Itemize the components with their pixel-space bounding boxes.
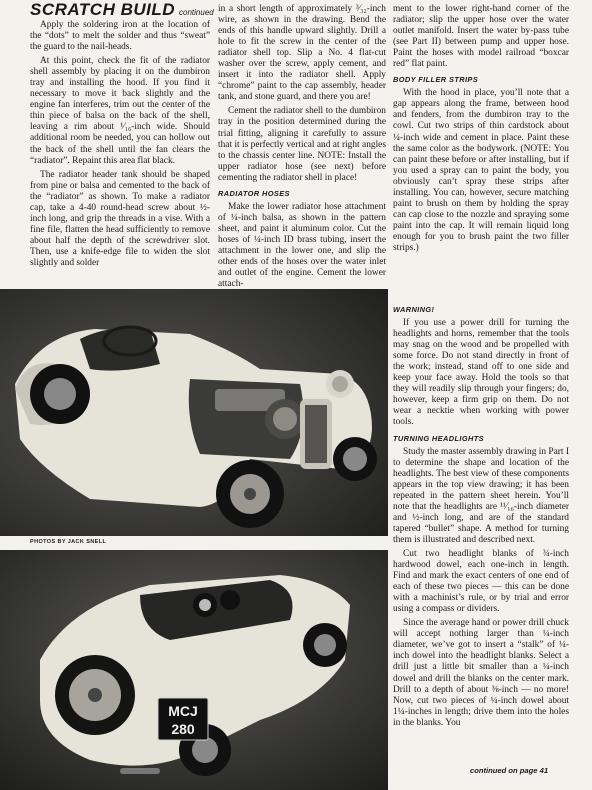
section-heading-turning-headlights: TURNING HEADLIGHTS (393, 433, 484, 443)
photo-credit: PHOTOS BY JACK SNELL (30, 539, 107, 545)
article-header (30, 0, 214, 20)
section-heading-radiator-hoses: RADIATOR HOSES (218, 188, 290, 198)
car-rear-illustration (0, 550, 388, 790)
paragraph: Make the lower radiator hose attachment of ¼-inch balsa, as shown in the pattern sheet, and paint it aluminum color. Cut the hoses of ¼-inch ID brass tubing, insert the attachment in the lower one, and slip the other ends of the hoses over the water inlet and outlet of the engine. Cement the lower attach- (218, 201, 386, 290)
section-heading-body-filler-strips: BODY FILLER STRIPS (393, 75, 479, 85)
text-column-3-lower (393, 300, 569, 732)
license-plate (158, 698, 208, 740)
section-heading-warning: WARNING! (393, 305, 435, 314)
plate-line-2: 280 (171, 721, 195, 737)
paragraph: If you use a power drill for turning the headlights and horns, remember that the tools may snag on the wood and be propelled with some force. Do not stand directly in front of the work; instead, stand off to one side and keep your face away. Hold the tools so that they will readily slip through your fingers; do, however, keep a firm grip on them. Do not wear a necktie when working with power tools. (393, 318, 569, 428)
photo-car-rear (0, 550, 388, 790)
paragraph: Cut two headlight blanks of ¾-inch hardwood dowel, each one-inch in length. Find and mark the exact centers of one end of each of these two pieces — this can be done with a machinist’s rule, or by trial and error using a compass or dividers. (393, 548, 569, 615)
paragraph: Study the master assembly drawing in Part I to determine the shape and location of the headlights. The best view of these components appears in the top view drawing; it has been repeated in the pattern sheet herein. You’ll note that the headlights are ¹¹⁄₁₆-inch diameter and ½-inch long, and are of the standard tapered “bullet” shape. A method for turning them is illustrated and described next. (393, 446, 569, 545)
article-title: SCRATCH BUILD (30, 0, 176, 19)
paragraph: Since the average hand or power drill chuck will accept nothing larger than ¼-inch diameter, we’ve got to insert a “stalk” of ¼-inch dowel into the headlight blanks. Select a drill just a little bit smaller than a ¼-inch dowel and drill the blanks on the center mark. Drill to a depth of about ⅜-inch — no more! Now, cut two pieces of ¼-inch dowel about 1¼-inches in length; drive them into the holes in the blanks. You (393, 618, 569, 728)
text-column-3 (393, 4, 569, 257)
car-engine-illustration (0, 289, 388, 536)
text-column-2 (218, 4, 386, 293)
text-column-1 (30, 20, 210, 272)
paragraph: With the hood in place, you’ll note that a gap appears along the frame, between hood and fenders, from the dumbiron tray to the cowl. Cut two strips of thin cardstock about ¼-inch wide and cement in place. Paint these the same color as the bodywork. (NOTE: You can paint these before or after installing, but if you used a spray can to paint the body, you obviously can’t spray these strips after installing. You can, however, secure matching paint to brush on them by holding the spray can cap close to the nozzle and spraying some paint into the cap. It will remain liquid long enough for you to brush paint the two filler strips.) (393, 88, 569, 253)
paragraph: ment to the lower right-hand corner of the radiator; slip the upper hose over the water outlet manifold. Insert the water by-pass tube (see Part II) between pump and upper hose. Paint the hoses with model railroad “boxcar red” flat paint. (393, 4, 569, 70)
paragraph: in a short length of approximately ³⁄₃₂-inch wire, as shown in the drawing. Bend the ends of this handle upward slightly. Drill a hole to fit the screw in the center of the radiator shell top. Slip a No. 4 flat-cut washer over the screw, apply cement, and insert it into the radiator shell. Apply “chrome” paint to the cap assembly, header tank, and stone guard, and there you are! (218, 4, 386, 103)
paragraph: At this point, check the fit of the radiator shell assembly by placing it on the dumbiron tray and installing the hood. If you find it necessary to move it back slightly and the engine fan interferes, trim out the center of the thin piece of balsa on the back of the shell, leaving a rim about ¹⁄₁₆-inch wide. Should additional room be needed, you can hollow out the back of the shell until the fan clears the “radiator”. Repaint this area flat black. (30, 56, 210, 166)
paragraph: Apply the soldering iron at the location of the “dots” to melt the solder and thus “sweat” the guard to the nail-heads. (30, 20, 210, 53)
photo-car-engine (0, 289, 388, 536)
plate-line-1: MCJ (168, 703, 198, 719)
continued-label: continued (179, 8, 214, 17)
continued-on-page: continued on page 41 (470, 766, 549, 775)
paragraph: Cement the radiator shell to the dumbiron tray in the position determined during the trial fitting, aligning it carefully to assure that it is perfectly vertical and at right angles to the chassis center line. NOTE: Install the upper radiator hose (see next) before cementing the radiator shell in place! (218, 106, 386, 183)
paragraph: The radiator header tank should be shaped from pine or balsa and cemented to the back of the “radiator” as shown. To make a radiator cap, take a 4-40 round-head screw about ½-inch long, and grip the threads in a vise. With a fine file, flatten the head sufficiently to remove about half the depth of the screwdriver slot. Then, use a knife-edge file to widen the slot slightly and solder (30, 169, 210, 268)
